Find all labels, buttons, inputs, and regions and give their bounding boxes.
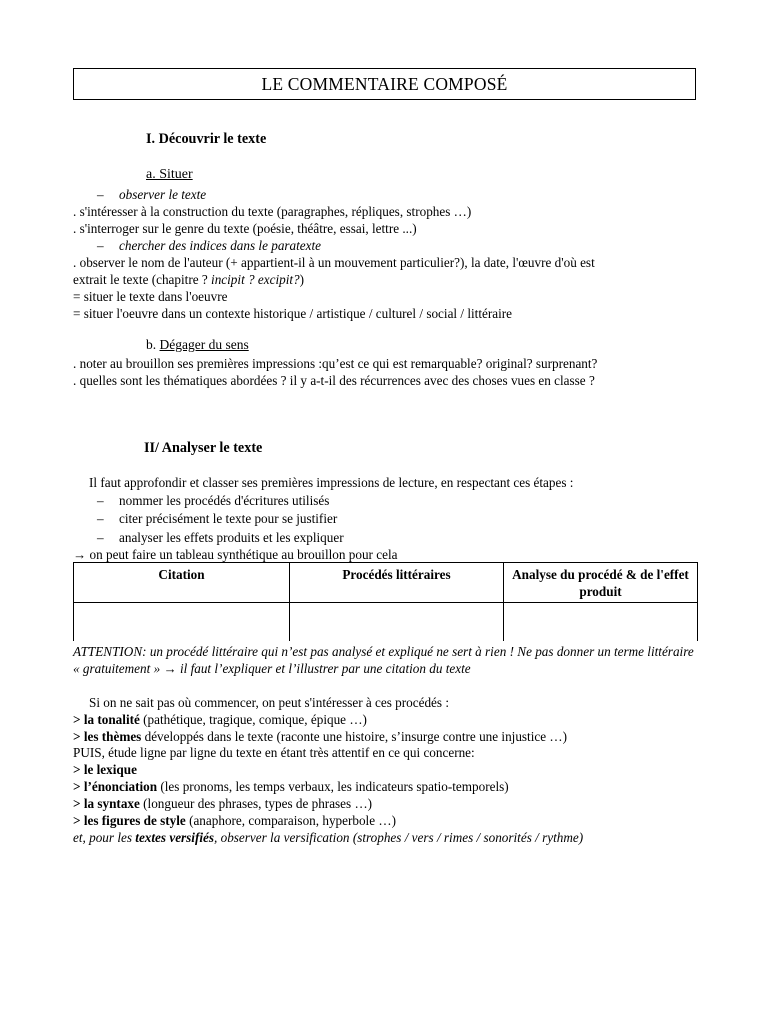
list-item: – observer le texte	[97, 187, 207, 202]
table-header-row	[74, 563, 698, 603]
text-line: = situer l'oeuvre dans un contexte historique / artistique / culturel / social / littéraire	[73, 306, 513, 321]
dash-marker: –	[97, 530, 104, 545]
section-1-heading: I. Découvrir le texte	[146, 131, 267, 147]
list-item: – citer précisément le texte pour se justifier	[97, 511, 338, 526]
list-item: – nommer les procédés d'écritures utilisés	[97, 493, 330, 508]
list-item: – chercher des indices dans le paratexte	[97, 238, 322, 253]
dash-marker: –	[97, 511, 104, 526]
dash-marker: –	[97, 187, 104, 202]
section-2-heading: II/ Analyser le texte	[144, 440, 263, 456]
list-item: > la syntaxe (longueur des phrases, types de phrases …)	[73, 796, 373, 811]
text-line: = situer le texte dans l'oeuvre	[73, 289, 228, 304]
table-header-analyse: Analyse du procédé & de l'effet produit	[504, 563, 698, 603]
list-item: > les thèmes développés dans le texte (raconte une histoire, s’insurge contre une injustice …)	[73, 729, 567, 744]
attention-note: ATTENTION: un procédé littéraire qui n’est pas analysé et expliqué ne sert à rien ! Ne pas donner un terme littéraire « gratuitement » → il faut l’expliquer et l’illustrer par une citation du texte	[73, 644, 694, 676]
text-line: . s'interroger sur le genre du texte (poésie, théâtre, essai, lettre ...)	[73, 221, 417, 236]
table-cell	[74, 603, 290, 642]
page-title: LE COMMENTAIRE COMPOSÉ	[73, 68, 696, 100]
text-line: extrait le texte (chapitre ? incipit ? excipit?)	[73, 272, 305, 287]
dash-marker: –	[97, 493, 104, 508]
table-row	[74, 603, 698, 642]
subsection-a-label: a. Situer	[146, 167, 193, 182]
table-header-procedes: Procédés littéraires	[290, 563, 504, 603]
list-item: > la tonalité (pathétique, tragique, comique, épique …)	[73, 712, 367, 727]
text-line: Si on ne sait pas où commencer, on peut s'intéresser à ces procédés :	[89, 695, 449, 710]
text-line: → on peut faire un tableau synthétique au brouillon pour cela	[73, 547, 398, 562]
text-line: . quelles sont les thématiques abordées ? il y a-t-il des récurrences avec des choses vues en classe ?	[73, 373, 595, 388]
subsection-b-label: Dégager du sens	[159, 337, 249, 352]
text-line: . observer le nom de l'auteur (+ appartient-il à un mouvement particulier?), la date, l'œuvre d'où est	[73, 255, 595, 270]
list-item: > l’énonciation (les pronoms, les temps verbaux, les indicateurs spatio-temporels)	[73, 779, 509, 794]
text-line: PUIS, étude ligne par ligne du texte en étant très attentif en ce qui concerne:	[73, 745, 475, 760]
text-line: . s'intéresser à la construction du texte (paragraphes, répliques, strophes …)	[73, 204, 472, 219]
text-line: Il faut approfondir et classer ses premières impressions de lecture, en respectant ces étapes :	[89, 475, 574, 490]
list-item: > le lexique	[73, 762, 137, 777]
dash-marker: –	[97, 238, 104, 253]
table-cell	[290, 603, 504, 642]
synthesis-table	[73, 562, 698, 641]
subsection-a-heading	[146, 167, 193, 183]
text-line: . noter au brouillon ses premières impressions :qu’est ce qui est remarquable? original? surprenant?	[73, 356, 598, 371]
table-header-citation: Citation	[74, 563, 290, 603]
list-item: > les figures de style (anaphore, comparaison, hyperbole …)	[73, 813, 396, 828]
list-item: – analyser les effets produits et les expliquer	[97, 530, 344, 545]
subsection-b-heading: b. Dégager du sens	[146, 337, 249, 352]
versification-note: et, pour les textes versifiés, observer la versification (strophes / vers / rimes / sonorités / rythme)	[73, 830, 584, 845]
table-cell	[504, 603, 698, 642]
